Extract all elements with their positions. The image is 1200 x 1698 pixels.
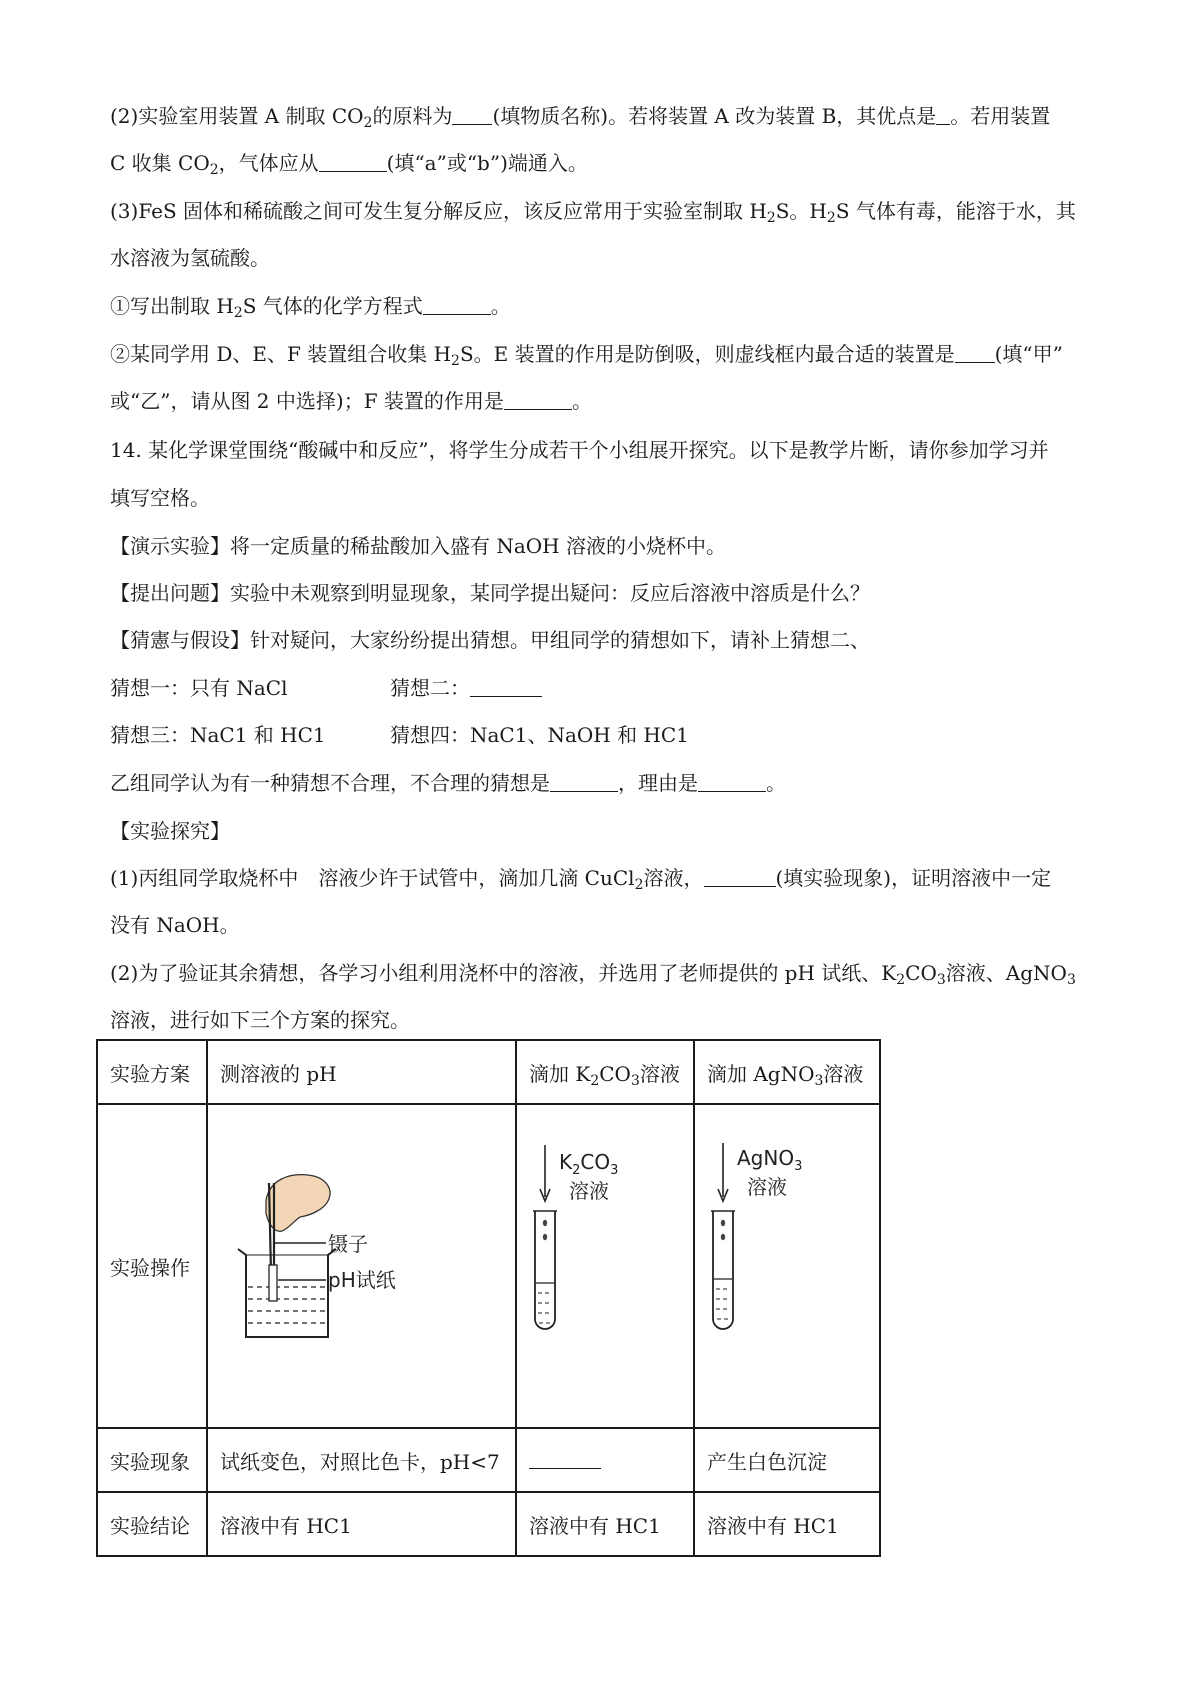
agno3-test-figure bbox=[695, 1105, 879, 1422]
cell-label-conclusion: 实验结论 bbox=[97, 1492, 207, 1556]
explore1-line1: (1)丙组同学取烧杯中 溶液少许于试管中，滴加几滴 CuCl$_2$溶液， (填实验现象)，证明溶液中一定 bbox=[110, 866, 1052, 893]
table-row-operation bbox=[97, 1104, 880, 1428]
cell-op-ph-figure bbox=[207, 1104, 516, 1428]
explore2-line1: (2)为了验证其余猜想，各学习小组利用浇杯中的溶液，并选用了老师提供的 pH 试纸、$K_2CO_3$溶液、AgNO$_3$ bbox=[110, 961, 1076, 988]
beaker-icon bbox=[238, 1249, 336, 1337]
hand-icon bbox=[266, 1175, 330, 1232]
q14-question: 【提出问题】实验中未观察到明显现象，某同学提出疑问：反应后溶液中溶质是什么？ bbox=[110, 581, 870, 605]
guess-four: 猜想四：NaC1、NaOH 和 HC1 bbox=[390, 723, 689, 747]
q14-intro-line1: 14. 某化学课堂围绕“酸碱中和反应”，将学生分成若干个小组展开探究。以下是教学片断，请你参加学习并 bbox=[110, 438, 1049, 462]
table-row-phenomenon bbox=[97, 1428, 880, 1492]
label-ph-paper: pH试纸 bbox=[328, 1268, 396, 1292]
q13-part2-line1: (2)实验室用装置 A 制取 $CO_2$的原料为 (填物质名称)。若将装置 A 改为装置 B，其优点是 。若用装置 bbox=[110, 104, 1051, 131]
cell-obs-k2co3 bbox=[516, 1428, 694, 1492]
answer-blank-device-choice[interactable] bbox=[955, 344, 995, 363]
answer-blank-inlet-end[interactable] bbox=[319, 153, 387, 172]
droplet-icon bbox=[543, 1220, 547, 1226]
explore-head: 【实验探究】 bbox=[110, 819, 230, 843]
cell-op-agno3-figure bbox=[694, 1104, 880, 1428]
q13-sub2-line2: 或“乙”，请从图 2 中选择)；F 装置的作用是 。 bbox=[110, 389, 592, 413]
experiment-table bbox=[96, 1039, 881, 1557]
svg-text:K2CO3: $K_2CO_3$ bbox=[559, 1150, 619, 1178]
svg-text:AgNO3: AgNO$_3$ bbox=[737, 1146, 803, 1174]
cell-label-operation: 实验操作 bbox=[97, 1104, 207, 1428]
q13-sub1: ①写出制取 $H_2S$ 气体的化学方程式 。 bbox=[110, 294, 511, 321]
cell-label-phenomenon: 实验现象 bbox=[97, 1428, 207, 1492]
k2co3-test-figure bbox=[517, 1105, 693, 1422]
q13-part3-line1: (3)FeS 固体和稀硫酸之间可发生复分解反应，该反应常用于实验室制取 $H_2S$。$H_2S$ 气体有毒，能溶于水，其 bbox=[110, 199, 1076, 226]
answer-blank-k2co3-phenomenon[interactable] bbox=[529, 1450, 601, 1469]
cell-obs-ph: 试纸变色，对照比色卡，pH<7 bbox=[207, 1428, 516, 1492]
q13-part2-line2: C 收集 $CO_2$，气体应从 (填“a”或“b”)端通入。 bbox=[110, 151, 588, 178]
cell-con-agno3: 溶液中有 HC1 bbox=[694, 1492, 880, 1556]
answer-blank-unreasonable-guess[interactable] bbox=[550, 773, 618, 792]
group-b-line: 乙组同学认为有一种猜想不合理，不合理的猜想是 ，理由是 。 bbox=[110, 771, 786, 795]
answer-blank-equation[interactable] bbox=[423, 296, 491, 315]
cell-scheme-agno3: 滴加 AgNO$_3$溶液 bbox=[694, 1040, 880, 1104]
q14-demo: 【演示实验】将一定质量的稀盐酸加入盛有 NaOH 溶液的小烧杯中。 bbox=[110, 534, 726, 558]
explore1-line2: 没有 NaOH。 bbox=[110, 913, 240, 937]
test-tube-icon bbox=[713, 1211, 733, 1329]
test-tube-icon bbox=[535, 1211, 555, 1329]
table-row-scheme bbox=[97, 1040, 880, 1104]
label-k2co3-solution: 溶液 bbox=[569, 1179, 609, 1203]
guess-two: 猜想二： bbox=[390, 674, 690, 702]
cell-con-k2co3: 溶液中有 HC1 bbox=[516, 1492, 694, 1556]
answer-blank-f-purpose[interactable] bbox=[504, 391, 572, 410]
droplet-icon bbox=[721, 1220, 725, 1226]
q14-intro-line2: 填写空格。 bbox=[110, 486, 210, 510]
q13-sub2-line1: ②某同学用 D、E、F 装置组合收集 $H_2S$。E 装置的作用是防倒吸，则虚线框内最合适的装置是 (填“甲” bbox=[110, 342, 1063, 369]
label-tweezers: 镊子 bbox=[328, 1232, 368, 1256]
cell-scheme-k2co3: 滴加 $K_2CO_3$溶液 bbox=[516, 1040, 694, 1104]
table-row-conclusion bbox=[97, 1492, 880, 1556]
q14-hypothesis-head: 【猜憲与假设】针对疑问，大家纷纷提出猜想。甲组同学的猜想如下，请补上猜想二、 bbox=[110, 628, 870, 652]
cell-con-ph: 溶液中有 HC1 bbox=[207, 1492, 516, 1556]
guess-three: 猜想三：NaC1 和 HC1 bbox=[110, 723, 326, 747]
ph-test-figure bbox=[208, 1105, 515, 1422]
answer-blank-raw-material[interactable] bbox=[452, 106, 492, 125]
answer-blank-advantage[interactable] bbox=[936, 106, 950, 125]
guess-one: 猜想一：只有 NaCl bbox=[110, 676, 288, 700]
cell-scheme-ph: 测溶液的 pH bbox=[207, 1040, 516, 1104]
answer-blank-phenomenon[interactable] bbox=[704, 868, 776, 887]
explore2-line2: 溶液，进行如下三个方案的探究。 bbox=[110, 1008, 410, 1032]
cell-op-k2co3-figure bbox=[516, 1104, 694, 1428]
answer-blank-guess-two[interactable] bbox=[470, 678, 542, 697]
label-agno3-solution: 溶液 bbox=[747, 1175, 787, 1199]
ph-paper-icon bbox=[269, 1265, 277, 1301]
cell-obs-agno3: 产生白色沉淀 bbox=[694, 1428, 880, 1492]
answer-blank-reason[interactable] bbox=[698, 773, 766, 792]
q13-part3-line2: 水溶液为氢硫酸。 bbox=[110, 246, 270, 270]
cell-label-scheme: 实验方案 bbox=[97, 1040, 207, 1104]
